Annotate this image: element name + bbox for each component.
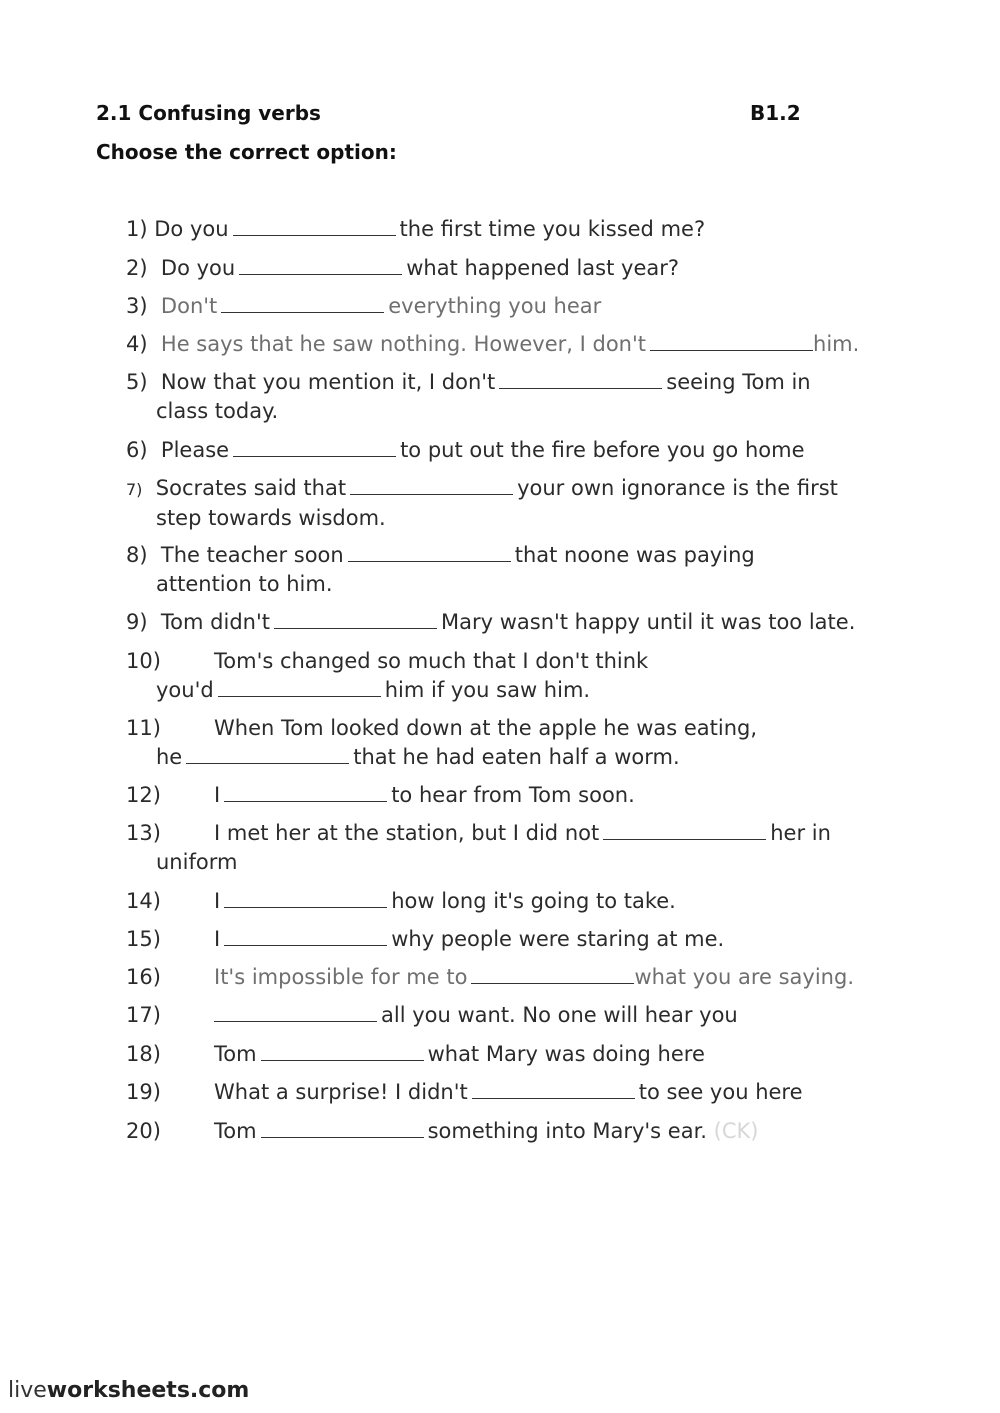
question-1: 1) Do you the first time you kissed me?	[126, 217, 706, 241]
answer-blank-16[interactable]	[471, 964, 634, 984]
question-3: 3) Don't everything you hear	[126, 294, 602, 318]
question-4: 4) He says that he saw nothing. However, I don't him.	[126, 332, 860, 356]
answer-blank-10[interactable]	[218, 677, 381, 697]
question-19: 19) What a surprise! I didn't to see you here	[126, 1080, 803, 1104]
answer-blank-20[interactable]	[261, 1118, 424, 1138]
answer-blank-4[interactable]	[650, 331, 813, 351]
answer-blank-18[interactable]	[261, 1041, 424, 1061]
question-7: 7) Socrates said that your own ignorance is the first step towards wisdom.	[126, 476, 838, 530]
question-16: 16) It's impossible for me to what you are saying.	[126, 965, 854, 989]
question-8: 8) The teacher soon that noone was paying attention to him.	[126, 543, 755, 596]
answer-blank-7[interactable]	[350, 475, 513, 495]
answer-blank-1[interactable]	[233, 216, 396, 236]
answer-blank-15[interactable]	[224, 926, 387, 946]
answer-blank-9[interactable]	[274, 609, 437, 629]
question-2: 2) Do you what happened last year?	[126, 256, 680, 280]
instruction: Choose the correct option:	[96, 140, 397, 164]
answer-blank-2[interactable]	[239, 255, 402, 275]
question-18: 18) Tom what Mary was doing here	[126, 1042, 705, 1066]
source-note: (CK)	[713, 1119, 759, 1143]
question-13: 13) I met her at the station, but I did not her in uniform	[126, 821, 831, 874]
footer-brand: liveworksheets.com	[8, 1378, 250, 1403]
question-20: 20) Tom something into Mary's ear. (CK)	[126, 1119, 759, 1143]
answer-blank-5[interactable]	[499, 369, 662, 389]
answer-blank-6[interactable]	[233, 437, 396, 457]
question-5: 5) Now that you mention it, I don't seeing Tom in class today.	[126, 370, 811, 423]
answer-blank-14[interactable]	[224, 888, 387, 908]
question-9: 9) Tom didn't Mary wasn't happy until it was too late.	[126, 610, 856, 634]
level-label: B1.2	[750, 101, 801, 125]
worksheet-title: 2.1 Confusing verbs	[96, 101, 321, 125]
answer-blank-19[interactable]	[472, 1079, 635, 1099]
question-12: 12) I to hear from Tom soon.	[126, 783, 635, 807]
question-15: 15) I why people were staring at me.	[126, 927, 725, 951]
answer-blank-3[interactable]	[221, 293, 384, 313]
answer-blank-8[interactable]	[348, 542, 511, 562]
question-6: 6) Please to put out the fire before you go home	[126, 438, 805, 462]
question-14: 14) I how long it's going to take.	[126, 889, 676, 913]
question-10: 10) Tom's changed so much that I don't think you'd him if you saw him.	[126, 649, 649, 702]
question-11: 11) When Tom looked down at the apple he was eating, he that he had eaten half a worm.	[126, 716, 758, 769]
question-17: 17) all you want. No one will hear you	[126, 1003, 738, 1027]
answer-blank-17[interactable]	[214, 1002, 377, 1022]
answer-blank-13[interactable]	[603, 820, 766, 840]
answer-blank-11[interactable]	[186, 744, 349, 764]
answer-blank-12[interactable]	[224, 782, 387, 802]
